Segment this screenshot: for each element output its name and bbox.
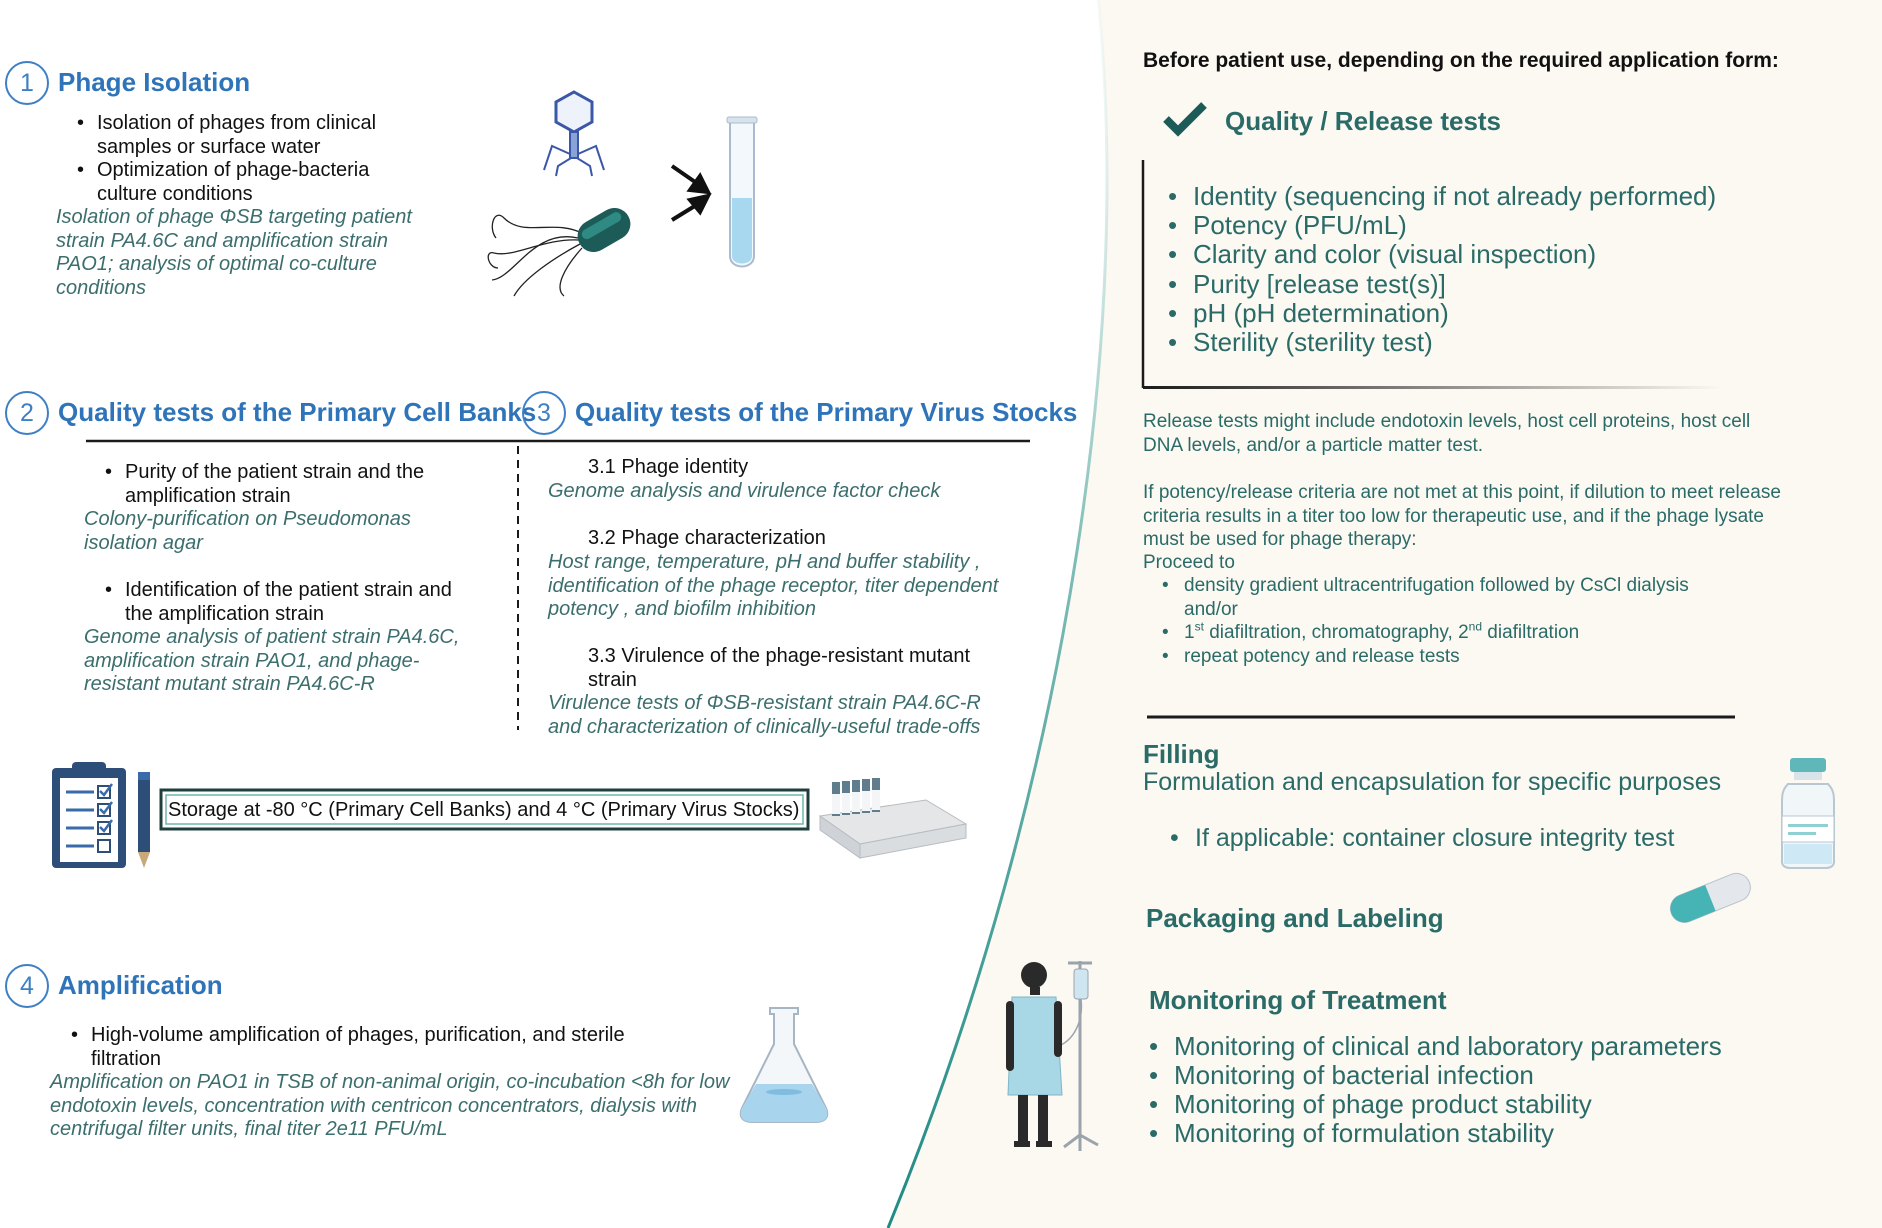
phage-characterization-title: 3.2 Phage characterization <box>588 527 826 549</box>
quality-item-clarity: • Clarity and color (visual inspection) <box>1193 240 1753 270</box>
monitoring-item-formulation: • Monitoring of formulation stability <box>1174 1119 1774 1149</box>
flask-icon <box>736 1004 832 1126</box>
phage-characterization-note: Host range, temperature, pH and buffer stability , identification of the phage receptor, titer dependent potency , and biofilm inhibition <box>548 551 999 620</box>
filling-item: • If applicable: container closure integrity test <box>1195 824 1755 854</box>
step-number-1: 1 <box>5 61 49 105</box>
phage-icon <box>534 88 614 178</box>
primary-virus-stocks-title: Quality tests of the Primary Virus Stocks <box>575 397 1078 427</box>
tube-rack-icon <box>816 778 968 860</box>
release-tests-note: Release tests might include endotoxin levels, host cell proteins, host cell DNA levels, and/or a particle matter test. <box>1143 411 1751 456</box>
storage-label: Storage at -80 °C (Primary Cell Banks) and 4 °C (Primary Virus Stocks) <box>168 799 800 821</box>
proceed-to-label: Proceed to <box>1143 552 1235 573</box>
patient-iv-icon <box>1000 955 1110 1155</box>
quality-item-sterility: • Sterility (sterility test) <box>1193 328 1753 358</box>
monitoring-item-clinical: • Monitoring of clinical and laboratory parameters <box>1174 1032 1774 1062</box>
phage-identity-note: Genome analysis and virulence factor check <box>548 480 941 502</box>
step-number-4: 4 <box>5 964 49 1008</box>
quality-item-potency: • Potency (PFU/mL) <box>1193 211 1753 241</box>
test-tube-icon <box>724 114 760 274</box>
amplification-bullet: • High-volume amplification of phages, purification, and sterile filtration <box>91 1024 691 1071</box>
quality-item-ph: • pH (pH determination) <box>1193 299 1753 329</box>
cell-bank-bullet-2: • Identification of the patient strain and the amplification strain <box>125 579 465 626</box>
proceed-item-ultracentrifugation: • density gradient ultracentrifugation followed by CsCl dialysis <box>1184 574 1784 598</box>
arrows-icon <box>668 160 728 230</box>
step-number-3: 3 <box>522 391 566 435</box>
monitoring-item-phage-stability: • Monitoring of phage product stability <box>1174 1090 1774 1120</box>
isolation-bullet-1: • Isolation of phages from clinical samples or surface water <box>97 112 427 159</box>
monitoring-item-infection: • Monitoring of bacterial infection <box>1174 1061 1774 1091</box>
quality-release-title: Quality / Release tests <box>1225 106 1502 136</box>
bacterium-icon <box>484 208 634 298</box>
vial-icon <box>1778 756 1838 870</box>
resistant-mutant-note: Virulence tests of ΦSB-resistant strain PA4.6C-R and characterization of clinically-useful trade-offs <box>548 692 981 738</box>
phage-isolation-title: Phage Isolation <box>58 67 251 97</box>
amplification-note: Amplification on PAO1 in TSB of non-animal origin, co-incubation <8h for low endotoxin levels, concentration with centricon concentrators, dialysis with centrifugal filter units, final titer 2e11 PFU/mL <box>50 1071 730 1140</box>
amplification-title: Amplification <box>58 970 223 1000</box>
monitoring-treatment-title: Monitoring of Treatment <box>1149 985 1447 1015</box>
criteria-note: If potency/release criteria are not met at this point, if dilution to meet release criteria results in a titer too low for therapeutic use, and if the phage lysate must be used for phage therapy: <box>1143 482 1781 550</box>
before-patient-use-header: Before patient use, depending on the required application form: <box>1143 49 1779 72</box>
quality-bracket-bottom <box>1143 386 1723 389</box>
quality-item-purity: • Purity [release test(s)] <box>1193 270 1753 300</box>
quality-item-identity: • Identity (sequencing if not already performed) <box>1193 182 1753 212</box>
step-number-2: 2 <box>5 391 49 435</box>
resistant-mutant-title: 3.3 Virulence of the phage-resistant mutant strain <box>588 645 971 691</box>
proceed-item-diafiltration: • 1st diafiltration, chromatography, 2nd diafiltration <box>1184 621 1784 645</box>
checkmark-icon <box>1163 101 1207 137</box>
capsule-icon <box>1664 866 1756 928</box>
primary-cell-banks-title: Quality tests of the Primary Cell Banks <box>58 397 537 427</box>
phage-identity-title: 3.1 Phage identity <box>588 456 749 478</box>
cell-bank-note-2: Genome analysis of patient strain PA4.6C, amplification strain PAO1, and phage-resistant mutant strain PA4.6C-R <box>84 626 460 695</box>
and-or-label: and/or <box>1184 599 1238 620</box>
proceed-item-repeat: • repeat potency and release tests <box>1184 645 1784 669</box>
filling-title: Filling <box>1143 739 1220 769</box>
filling-subtitle: Formulation and encapsulation for specific purposes <box>1143 768 1722 796</box>
isolation-note: Isolation of phage ΦSB targeting patient strain PA4.6C and amplification strain PAO1; analysis of optimal co-culture conditions <box>56 206 412 299</box>
isolation-bullet-2: • Optimization of phage-bacteria culture conditions <box>97 159 427 206</box>
packaging-labeling-title: Packaging and Labeling <box>1146 903 1444 933</box>
cell-bank-bullet-1: • Purity of the patient strain and the amplification strain <box>125 461 465 508</box>
clipboard-checklist-icon <box>50 760 160 872</box>
cell-bank-note-1: Colony-purification on Pseudomonas isolation agar <box>84 508 411 554</box>
